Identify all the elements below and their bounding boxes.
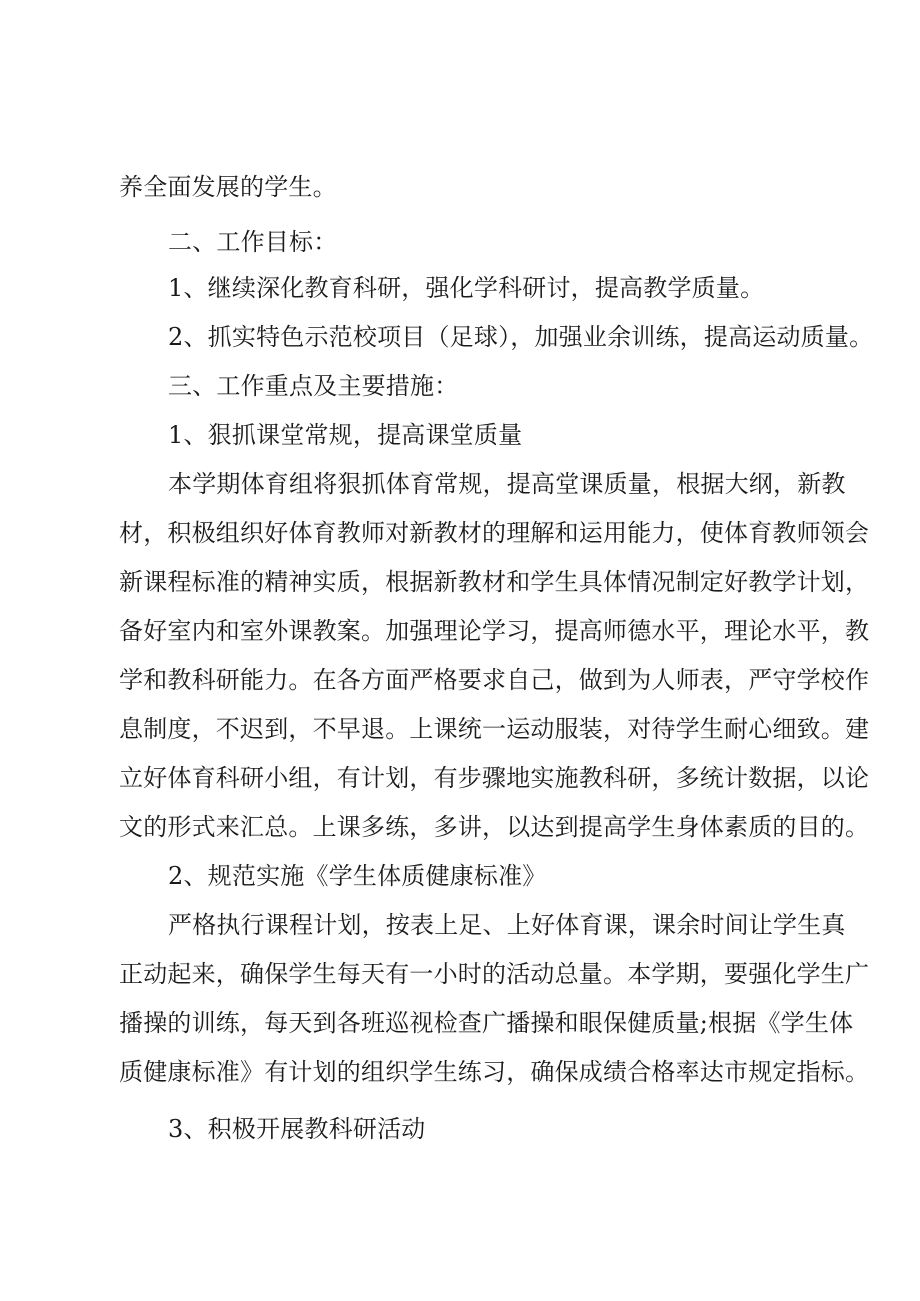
paragraph-line: 材，积极组织好体育教师对新教材的理解和运用能力，使体育教师领会 [119, 519, 870, 547]
paragraph-line: 质健康标准》有计划的组织学生练习，确保成绩合格率达市规定指标。 [119, 1058, 870, 1086]
section-heading-key-measures: 三、工作重点及主要措施： [168, 372, 459, 400]
section-heading-work-goals: 二、工作目标： [168, 228, 338, 256]
paragraph-line: 播操的训练，每天到各班巡视检查广播操和眼保健质量;根据《学生体 [119, 1009, 854, 1037]
paragraph-line: 本学期体育组将狠抓体育常规，提高堂课质量，根据大纲，新教 [168, 470, 846, 498]
paragraph-line: 立好体育科研小组，有计划，有步骤地实施教科研，多统计数据，以论 [119, 764, 870, 792]
paragraph-line: 正动起来，确保学生每天有一小时的活动总量。本学期，要强化学生广 [119, 960, 870, 988]
paragraph-line: 严格执行课程计划，按表上足、上好体育课，课余时间让学生真 [168, 911, 846, 939]
subheading-research-activities: 3、积极开展教科研活动 [168, 1115, 426, 1143]
paragraph-line: 备好室内和室外课教案。加强理论学习，提高师德水平，理论水平，教 [119, 617, 870, 645]
paragraph-line: 息制度，不迟到，不早退。上课统一运动服装，对待学生耐心细致。建 [119, 715, 870, 743]
goal-item-1: 1、继续深化教育科研，强化学科研讨，提高教学质量。 [168, 274, 765, 302]
subheading-health-standard: 2、规范实施《学生体质健康标准》 [168, 862, 547, 890]
paragraph-line: 新课程标准的精神实质，根据新教材和学生具体情况制定好教学计划， [119, 568, 870, 596]
goal-item-2: 2、抓实特色示范校项目（足球），加强业余训练，提高运动质量。 [168, 323, 874, 351]
subheading-classroom-routine: 1、狠抓课堂常规，提高课堂质量 [168, 421, 523, 449]
paragraph-line: 文的形式来汇总。上课多练，多讲，以达到提高学生身体素质的目的。 [119, 813, 870, 841]
paragraph-continuation-line: 养全面发展的学生。 [119, 173, 337, 201]
paragraph-line: 学和教科研能力。在各方面严格要求自己，做到为人师表，严守学校作 [119, 666, 870, 694]
